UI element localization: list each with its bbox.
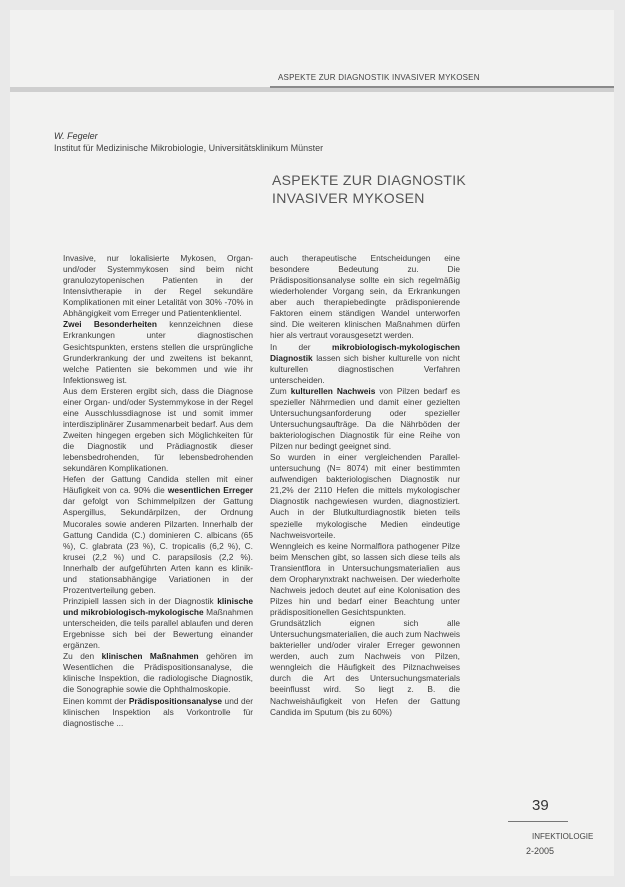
paragraph-text: dar gefolgt von Schimmelpilzen der Gattung Aspergillus, Sekundärpilzen, der Ordnung Mucorales sowie anderen Pilzarten. Innerhalb der Gattung Candida (C.) dominieren C. albicans (65 %), C. glabrata (23 %), C. tropicalis (6,2 %), C. krusei (2,2 %) und C. parapsilosis (2,2 %). Innerhalb der aufgeführten Arten kann es klinik- und stationsabhängige Variationen in der Prozentverteilung geben. (63, 496, 253, 595)
paragraph-text: Hefen der Gattung Candida stellen mit einer Häufigkeit von ca. 90% die (63, 474, 253, 496)
paragraph-text: Zu den (63, 651, 102, 662)
footer-rule (508, 821, 568, 822)
paragraph (270, 253, 460, 342)
paragraph-text: Maßnahmen unterscheiden, die teils parallel ablaufen und deren Ergebnisse sich bei der Bewertung einander ergänzen. (63, 607, 253, 651)
left-text-column (63, 253, 253, 729)
paragraph (63, 253, 253, 319)
article-title: ASPEKTE ZUR DIAGNOSTIK INVASIVER MYKOSEN (272, 172, 467, 206)
paragraph-text: In der (270, 341, 333, 352)
paragraph (63, 696, 253, 729)
emphasis-term: klinischen Maßnahmen (101, 651, 199, 662)
paragraph (63, 474, 253, 596)
paragraph (270, 541, 460, 618)
paragraph-text: von Pilzen bedarf es spezieller Nährmedien und damit einer gezielten Untersuchungsanforderung oder spezieller Untersuchungsaufträge. Da die Nährböden der bakteriologischen Diagnostik für eine Reihe von Pilzen nur bedingt geeignet sind. (270, 385, 460, 452)
journal-name: INFEKTIOLOGIE (532, 832, 594, 841)
journal-page (10, 10, 614, 876)
page-number: 39 (532, 797, 549, 814)
paragraph (63, 596, 253, 651)
paragraph (270, 452, 460, 541)
right-text-column (270, 253, 460, 718)
paragraph-text: So wurden in einer vergleichenden Parallel-untersuchung (N= 8074) mit einer bestimmten aufwendigen bakteriologischen Diagnostik nur 21,2% der 2110 Hefen die mittels mykologischer Diagnostik nachgewiesen wurden, diagnostiziert. Auch in der Blutkulturdiagnostik bieten teils spezielle mykologische Medien eindeutige Nachweisvorteile. (270, 452, 460, 540)
emphasis-term: wesentlichen Erreger (167, 485, 253, 496)
issue-number: 2-2005 (526, 846, 555, 856)
paragraph-text: Wenngleich es keine Normalflora pathogener Pilze beim Menschen gibt, so lassen sich diese teils als Transientflora in Untersuchungsmaterialien aus dem Oropharynxtrakt nachweisen. Der wiederholte Nachweis jedoch deutet auf eine Kolonisation des Pilzes hin und bedarf einer Beachtung unter prädispositionellen Gesichtspunkten. (270, 540, 460, 617)
emphasis-term: mikrobiologisch-mykologischen Diagnostik (270, 341, 460, 363)
emphasis-term: klinische und mikrobiologisch-mykologische (63, 595, 253, 617)
running-header: ASPEKTE ZUR DIAGNOSTIK INVASIVER MYKOSEN (278, 73, 480, 82)
paragraph-text: kennzeichnen diese Erkrankungen unter diagnostischen Gesichtspunkten, erstens stellen die ursprüngliche Grunderkrankung der und zweitens ist bekannt, welche Patienten sie bekommen und wie ihr Infektionsweg ist. (63, 319, 253, 385)
paragraph (63, 386, 253, 475)
paragraph-text: Einen kommt der (63, 695, 129, 706)
paragraph-text: lassen sich bisher kulturelle von nicht kulturellen diagnostischen Verfahren unterscheiden. (270, 352, 460, 385)
author-name: W. Fegeler (54, 131, 98, 141)
paragraph-text: und der klinischen Inspektion als Vorkontrolle für diagnostische ... (63, 695, 254, 728)
paragraph-text: Prinzipiell lassen sich in der Diagnostik (63, 595, 218, 606)
paragraph (270, 342, 460, 386)
paragraph-text: Grundsätzlich eignen sich alle Untersuchungsmaterialien, die auch zum Nachweis bakterieller und/oder viraler Erreger gewonnen werden, auch zum Nachweis von Pilzen, wenngleich die Häufigkeit des Pilznachweises durch die Art des Untersuchungsmaterials beeinflusst wird. So liegt z. B. die Nachweishäufigkeit von Hefen der Gattung Candida im Sputum (bis zu 60%) (270, 618, 460, 717)
emphasis-term: Zwei Besonderheiten (63, 319, 157, 330)
header-rule-accent (270, 86, 614, 88)
paragraph (63, 319, 253, 385)
author-affiliation: Institut für Medizinische Mikrobiologie, Universitätsklinikum Münster (54, 143, 324, 153)
paragraph-text: gehören im Wesentlichen die Prädispositionsanalyse, die klinische Inspektion, die radiologische Diagnostik, die Sonographie sowie die Ophthalmoskopie. (63, 651, 254, 695)
paragraph-text: Invasive, nur lokalisierte Mykosen, Organ- und/oder Systemmykosen sind beim nicht granulozytopenischen Patienten in der Intensivtherapie in der Regel sekundäre Komplikationen mit einer Letalität von 30% -70% in Abhängigkeit vom Erreger und Patientenklientel. (63, 253, 253, 319)
paragraph-text: auch therapeutische Entscheidungen eine besondere Bedeutung zu. Die Prädispositionsanalyse sollte ein sich regelmäßig wiederholender Vorgang sein, da Erkrankungen aber auch therapiebedingte prädisponierende Faktoren einem ständigen Wandel unterworfen sind. Die weiteren klinischen Maßnahmen dürfen hier als vertraut vorausgesetzt werden. (270, 253, 460, 341)
paragraph-text: Aus dem Ersteren ergibt sich, dass die Diagnose einer Organ- und/oder Systemmykose in der Regel eine Ausschlussdiagnose ist und somit immer interdisziplinärer Zusammenarbeit bedarf. Aus dem Zweiten hingegen ergeben sich Möglichkeiten für die Diagnostik und Prädiagnostik dieser lebensbedrohenden, für lebensbedrohenden sekundären Komplikationen. (63, 385, 253, 474)
emphasis-term: Prädispositionsanalyse (128, 695, 223, 706)
emphasis-term: kulturellen Nachweis (290, 385, 376, 396)
paragraph (270, 618, 460, 718)
paragraph (270, 386, 460, 452)
paragraph (63, 651, 253, 695)
paragraph-text: Zum (270, 385, 291, 396)
